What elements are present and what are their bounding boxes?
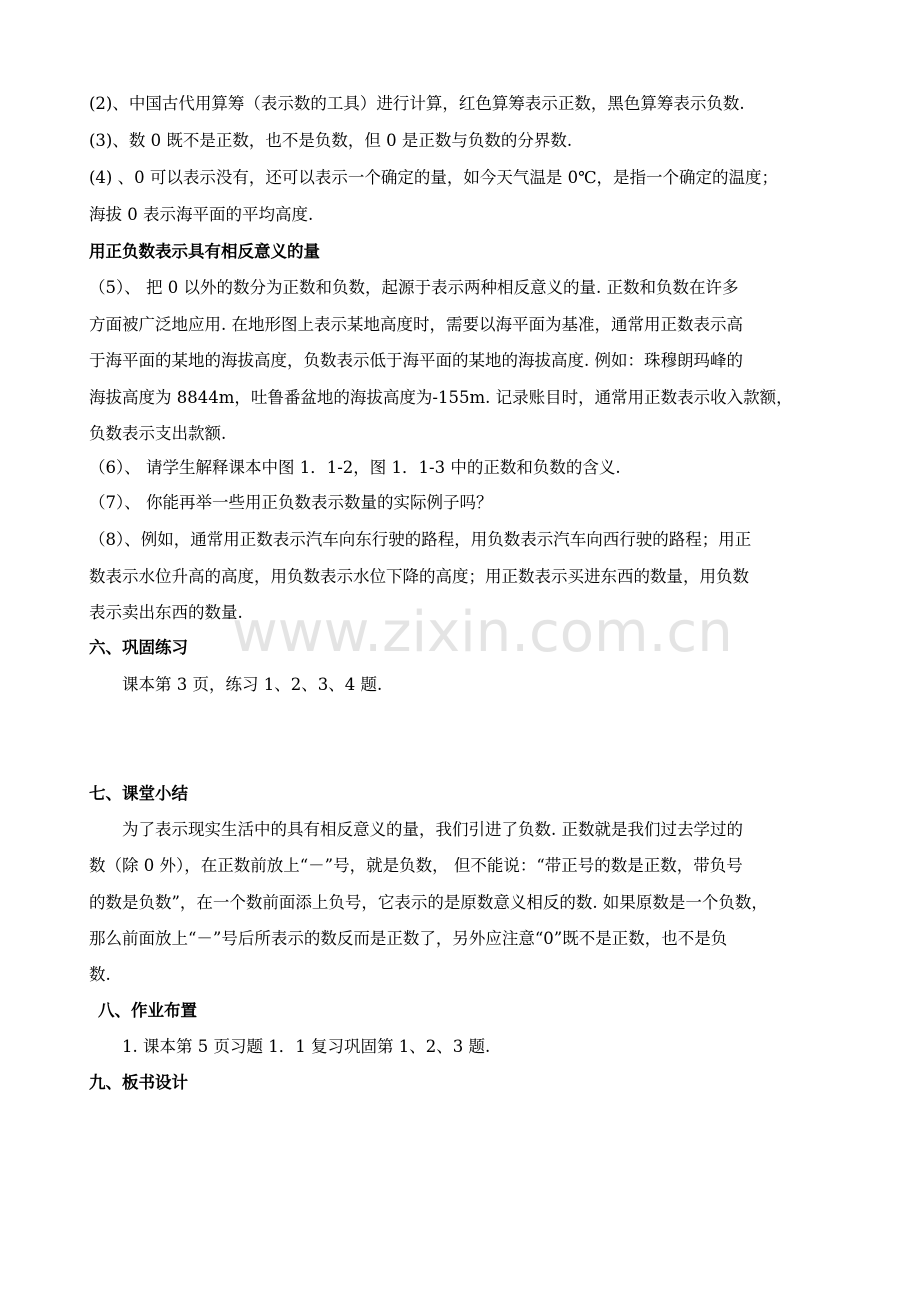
paragraph-line: （6）、 请学生解释课本中图 1．1-2，图 1．1-3 中的正数和负数的含义. <box>89 458 621 477</box>
section-heading: 六、巩固练习 <box>89 638 188 657</box>
paragraph-line: 海拔高度为 8844m，吐鲁番盆地的海拔高度为-155m. 记录账目时，通常用正数表示收入款额， <box>89 388 793 407</box>
paragraph-line: 那么前面放上“－”号后所表示的数反而是正数了，另外应注意“0”既不是正数，也不是负 <box>89 929 728 948</box>
paragraph-line: (4) 、0 可以表示没有，还可以表示一个确定的量，如今天气温是 0℃，是指一个确定的温度； <box>89 168 779 187</box>
paragraph-line: 海拔 0 表示海平面的平均高度. <box>89 205 314 224</box>
paragraph-line: (3)、数 0 既不是正数，也不是负数，但 0 是正数与负数的分界数. <box>89 131 573 150</box>
paragraph-line: 1. 课本第 5 页习题 1．1 复习巩固第 1、2、3 题. <box>122 1037 491 1056</box>
paragraph-line: 数. <box>89 965 111 984</box>
paragraph-line: (2)、中国古代用算筹（表示数的工具）进行计算，红色算筹表示正数，黑色算筹表示负数. <box>89 94 745 113</box>
section-heading: 七、课堂小结 <box>89 784 188 803</box>
paragraph-line: 负数表示支出款额. <box>89 424 227 443</box>
paragraph-line: 于海平面的某地的海拔高度，负数表示低于海平面的某地的海拔高度. 例如：珠穆朗玛峰的 <box>89 351 743 370</box>
paragraph-line: （5）、 把 0 以外的数分为正数和负数，起源于表示两种相反意义的量. 正数和负数在许多 <box>89 278 739 297</box>
paragraph-line: 数表示水位升高的高度，用负数表示水位下降的高度；用正数表示买进东西的数量，用负数 <box>89 567 749 586</box>
paragraph-line: 数（除 0 外），在正数前放上“－”号，就是负数， 但不能说：“带正号的数是正数，带负号 <box>89 856 743 875</box>
watermark: www.zixin.com.cn <box>232 600 733 665</box>
paragraph-line: 方面被广泛地应用. 在地形图上表示某地高度时，需要以海平面为基准，通常用正数表示高 <box>89 315 743 334</box>
section-heading: 用正负数表示具有相反意义的量 <box>89 242 320 261</box>
paragraph-line: 为了表示现实生活中的具有相反意义的量，我们引进了负数. 正数就是我们过去学过的 <box>122 820 743 839</box>
section-heading: 九、板书设计 <box>89 1073 188 1092</box>
paragraph-line: 表示卖出东西的数量. <box>89 603 243 622</box>
paragraph-line: （8）、例如，通常用正数表示汽车向东行驶的路程，用负数表示汽车向西行驶的路程；用正 <box>89 530 752 549</box>
paragraph-line: 的数是负数”，在一个数前面添上负号，它表示的是原数意义相反的数. 如果原数是一个负数， <box>89 893 768 912</box>
paragraph-line: 课本第 3 页，练习 1、2、3、4 题. <box>122 675 383 694</box>
paragraph-line: （7）、 你能再举一些用正负数表示数量的实际例子吗？ <box>89 493 493 512</box>
section-heading: 八、作业布置 <box>98 1001 197 1020</box>
